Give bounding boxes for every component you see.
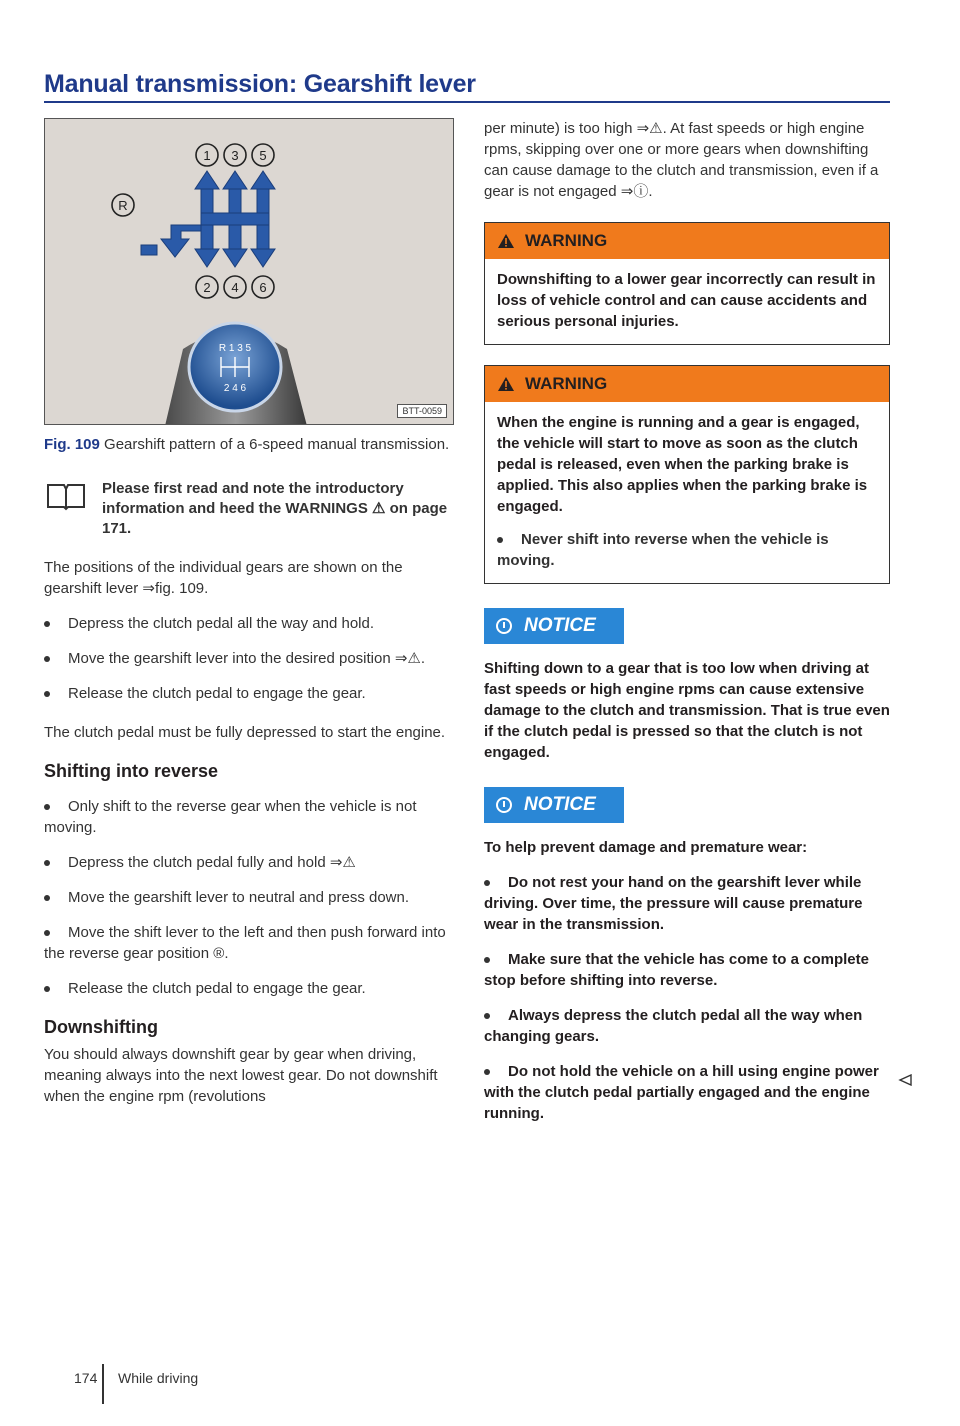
list-item: Always depress the clutch pedal all the way when changing gears. [484, 1007, 863, 1045]
list-item: Move the shift lever to the left and then push forward into the reverse gear position ®. [44, 924, 446, 962]
list-item: Only shift to the reverse gear when the vehicle is not moving. [44, 798, 417, 836]
gear-label-4: 4 [231, 280, 239, 295]
gear-label-3: 3 [231, 148, 239, 163]
downshifting-heading: Downshifting [44, 1017, 158, 1037]
gear-label-1: 1 [203, 148, 211, 163]
list-item: Move the gearshift lever to neutral and press down. [44, 887, 454, 908]
notice-header [484, 787, 624, 823]
warning-box [484, 365, 890, 584]
figure-caption [44, 435, 454, 455]
knob-bottom-label: 2 4 6 [223, 383, 247, 394]
notice-title: NOTICE [524, 615, 596, 636]
figure-code: BTT-0059 [397, 404, 447, 418]
positions-paragraph: The positions of the individual gears are shown on the gearshift lever ⇒fig. 109. [44, 559, 403, 597]
warning-text: Downshifting to a lower gear incorrectly can result in loss of vehicle control and can cause accidents and serious personal injuries. [497, 271, 876, 330]
end-of-section-icon [898, 1074, 912, 1086]
warning-header [485, 223, 889, 259]
list-item: Depress the clutch pedal fully and hold ⇒⚠ [44, 852, 454, 873]
downshifting-paragraph: You should always downshift gear by gear when driving, meaning always into the next lowest gear. Do not downshift when the engine rpm (revolutions [44, 1046, 438, 1105]
reverse-gear-label: R [118, 198, 128, 213]
book-icon [44, 481, 88, 511]
warning-icon [497, 376, 515, 392]
gear-label-5: 5 [259, 148, 267, 163]
figure-caption-text: Gearshift pattern of a 6-speed manual transmission. [104, 436, 450, 453]
footer-separator [102, 1364, 104, 1404]
notice-icon [496, 797, 512, 813]
list-item: Release the clutch pedal to engage the gear. [44, 683, 454, 704]
list-item: Depress the clutch pedal all the way and hold. [44, 613, 454, 634]
page-number: 174 [74, 1370, 98, 1386]
reverse-heading: Shifting into reverse [44, 761, 219, 781]
right-column [484, 118, 890, 1124]
gearshift-pattern-illustration [45, 119, 454, 425]
gearshift-figure [44, 118, 454, 425]
section-name: While driving [118, 1370, 199, 1386]
warning-text: When the engine is running and a gear is engaged, the vehicle will start to move as soon as the clutch pedal is released, even when the parking brake is applied. This also applies when the parking brake is engaged. [497, 414, 868, 515]
notice-icon [496, 618, 512, 634]
figure-caption-label: Fig. 109 [44, 436, 100, 453]
notice-intro: To help prevent damage and premature wear: [484, 839, 808, 856]
warning-icon [497, 233, 515, 249]
notice-header [484, 608, 624, 644]
knob-top-label: R 1 3 5 [218, 343, 252, 354]
list-item: Make sure that the vehicle has come to a complete stop before shifting into reverse. [484, 951, 869, 989]
rpm-paragraph: per minute) is too high ⇒⚠. At fast speeds or high engine rpms, skipping over one or more gears when downshifting can cause damage to the clutch and transmission, even if a gear is not engaged ⇒ⓘ. [484, 120, 879, 200]
warning-header [485, 366, 889, 402]
notice-title: NOTICE [524, 794, 596, 815]
list-item: Never shift into reverse when the vehicle is moving. [497, 531, 829, 569]
warning-title: WARNING [525, 231, 608, 250]
intro-note [44, 479, 454, 539]
page-footer [74, 1370, 199, 1386]
clutch-paragraph: The clutch pedal must be fully depressed to start the engine. [44, 724, 446, 741]
list-item: Do not hold the vehicle on a hill using engine power with the clutch pedal partially engaged and the engine running. [484, 1063, 879, 1122]
list-item: Do not rest your hand on the gearshift lever while driving. Over time, the pressure will cause premature wear in the transmission. [484, 874, 863, 933]
intro-note-text: Please first read and note the introductory information and heed the WARNINGS ⚠ on page 171. [102, 480, 448, 537]
left-column [44, 118, 454, 1107]
warning-title: WARNING [525, 374, 608, 393]
header-rule [44, 101, 890, 103]
gear-label-6: 6 [259, 280, 267, 295]
warning-content [485, 402, 889, 583]
gear-label-2: 2 [203, 280, 211, 295]
list-item: Move the gearshift lever into the desired position ⇒⚠. [44, 648, 454, 669]
notice-text: Shifting down to a gear that is too low when driving at fast speeds or high engine rpms can cause extensive damage to the clutch and transmission. That is true even if the clutch pedal is pressed so that the clutch is not engaged. [484, 660, 890, 761]
page-title: Manual transmission: Gearshift lever [44, 70, 476, 98]
list-item: Release the clutch pedal to engage the gear. [44, 978, 454, 999]
warning-box [484, 222, 890, 345]
